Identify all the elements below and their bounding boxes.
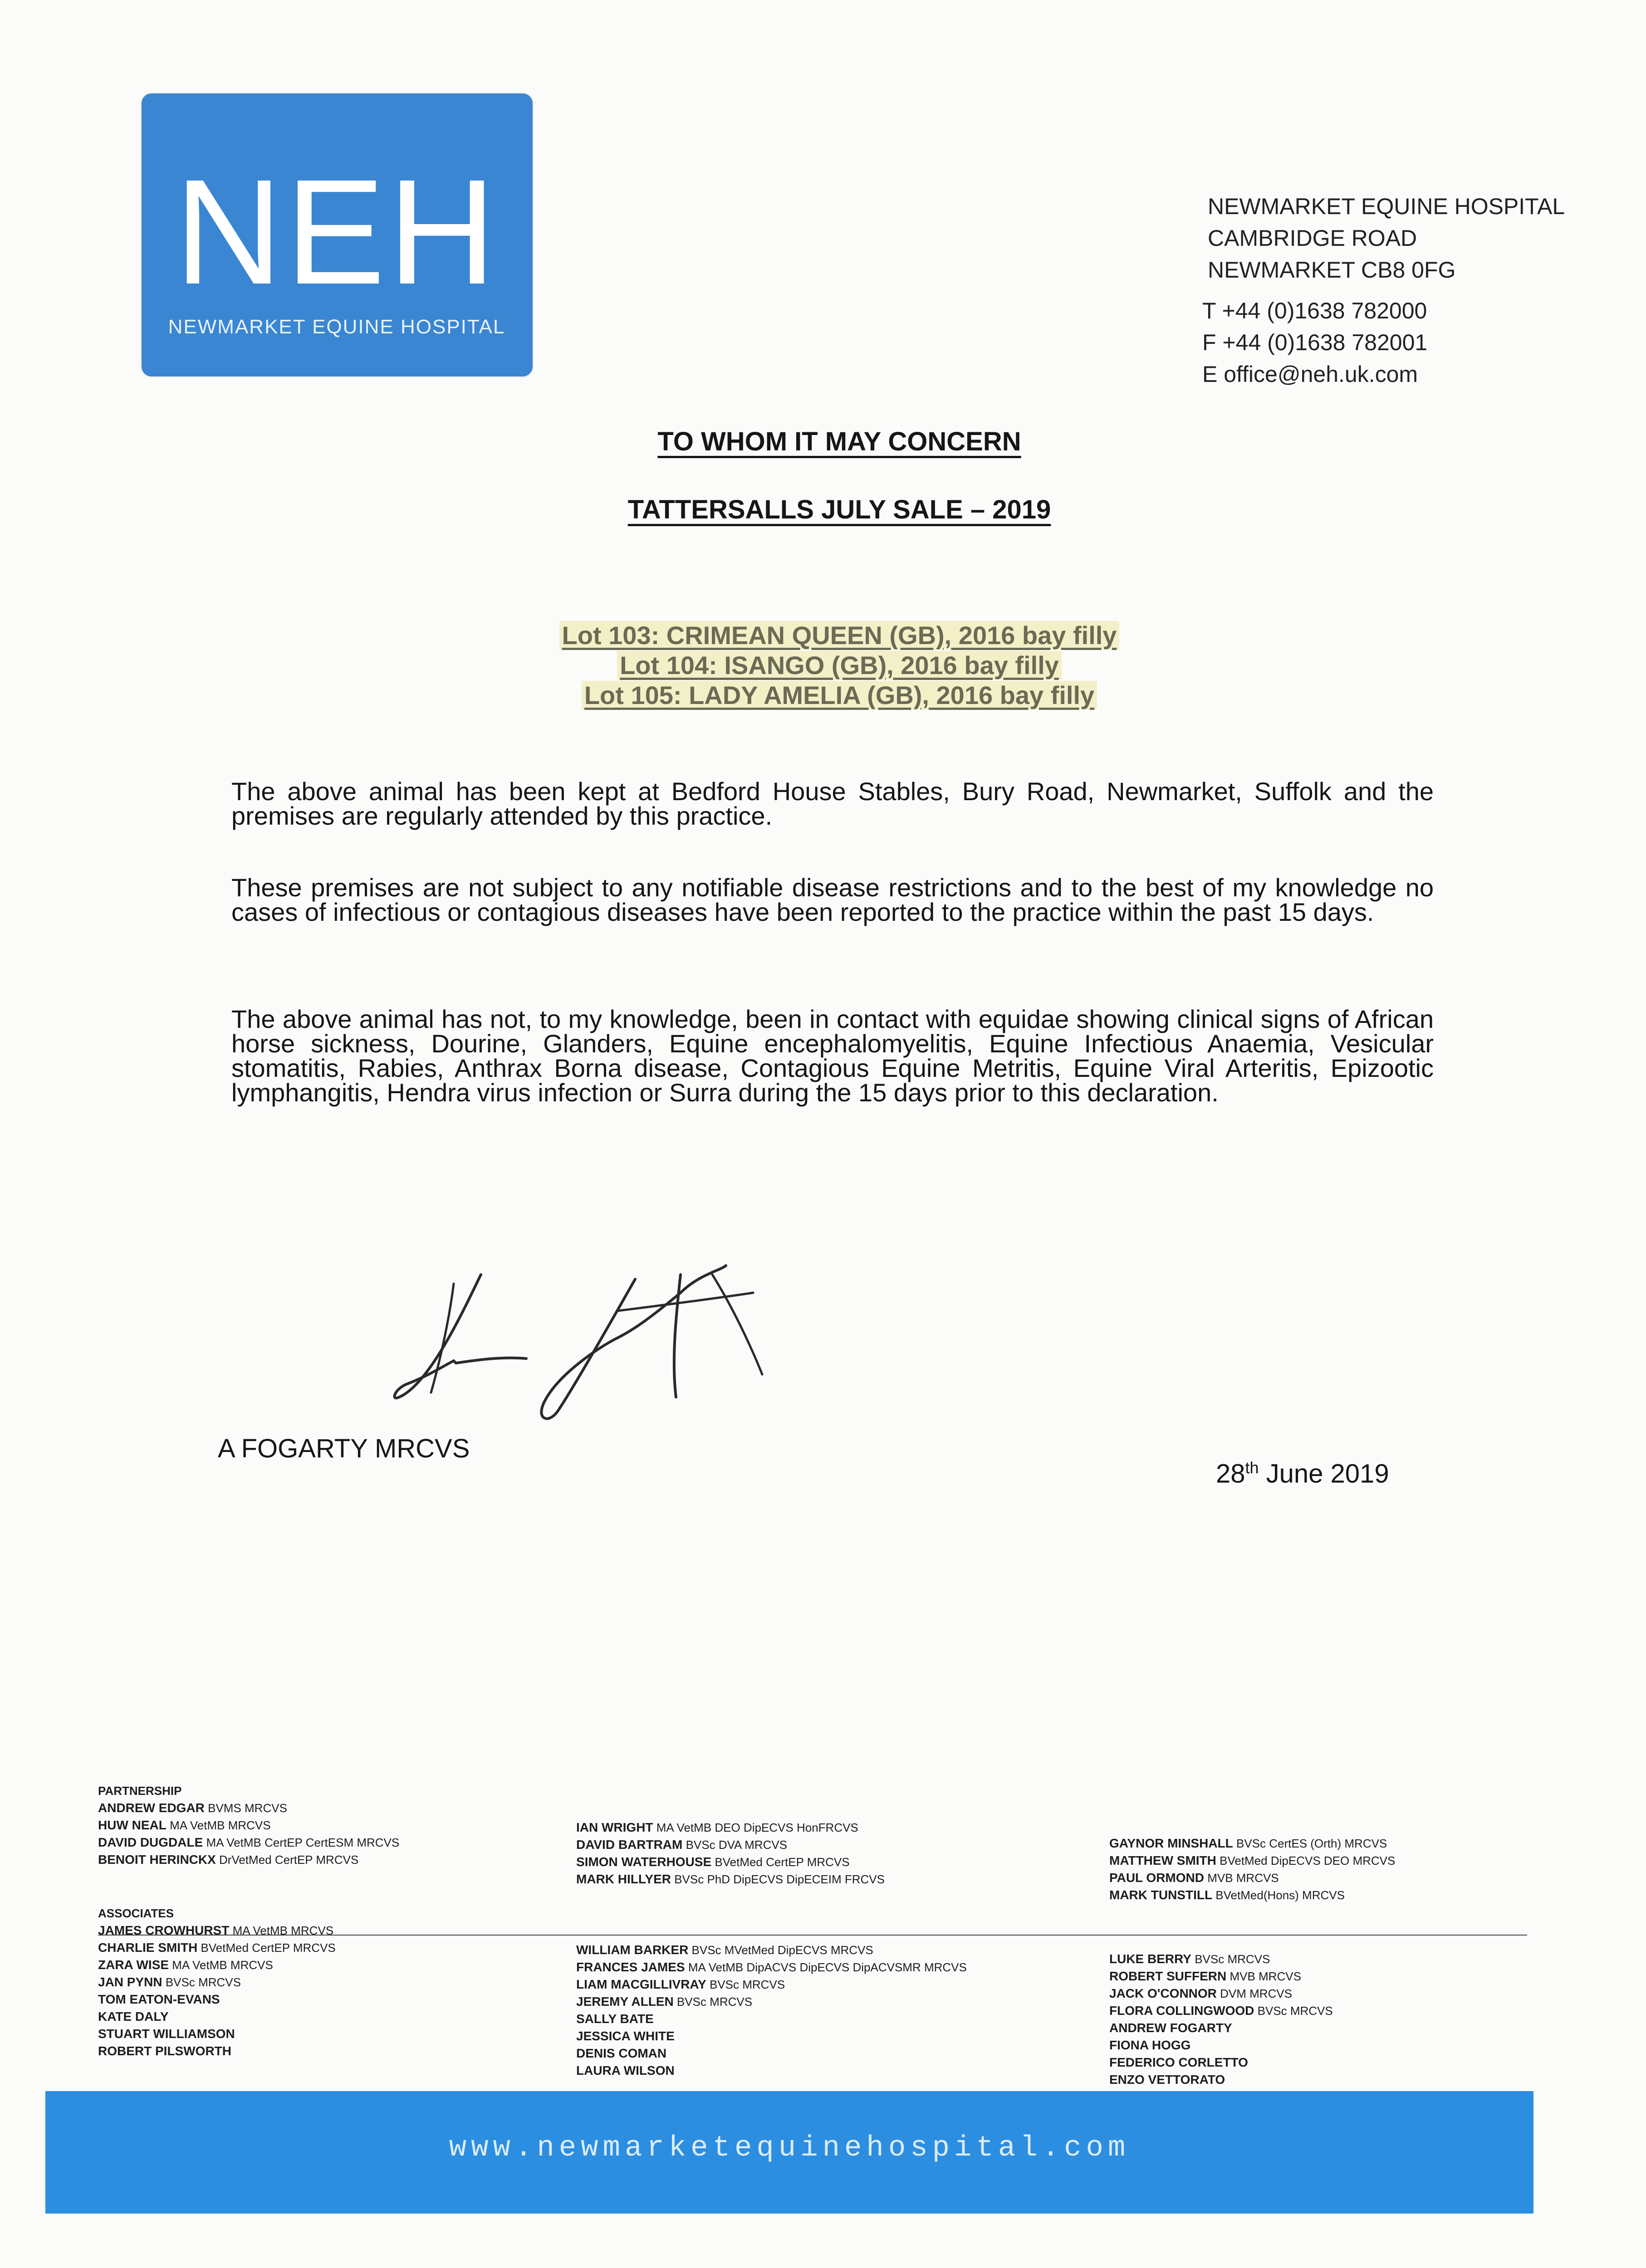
handwritten-signature (363, 1247, 862, 1438)
staff-member: GAYNOR MINSHALL BVSc CertES (Orth) MRCVS (1109, 1836, 1387, 1850)
date-day: 28 (1216, 1459, 1245, 1489)
lot-text: Lot 104: ISANGO (GB), 2016 bay filly (617, 651, 1062, 679)
lot-text: Lot 105: LADY AMELIA (GB), 2016 bay filly (582, 681, 1097, 709)
lots-list (476, 621, 1202, 710)
associates-label: ASSOCIATES (98, 1906, 174, 1920)
staff-member: ZARA WISE MA VetMB MRCVS (98, 1958, 273, 1972)
letter-subtitle: TATTERSALLS JULY SALE – 2019 (627, 495, 1051, 524)
lot-item (476, 621, 1202, 650)
staff-member: STUART WILLIAMSON (98, 2027, 235, 2041)
partnership-label: PARTNERSHIP (98, 1784, 182, 1798)
staff-member: MARK HILLYER BVSc PhD DipECVS DipECEIM FRCVS (576, 1872, 885, 1886)
lot-text: Lot 103: CRIMEAN QUEEN (GB), 2016 bay filly (559, 621, 1120, 650)
address-line-2: CAMBRIDGE ROAD (1208, 225, 1417, 251)
body-paragraph-3: The above animal has not, to my knowledge, been in contact with equidae showing clinical signs of African horse sickness, Dourine, Glanders, Equine encephalomyelitis, Equine Infectious Anaemia, Vesicular stomatitis, Rabies, Anthrax Borna disease, Contagious Equine Metritis, Equine Viral Arteritis, Epizootic lymphangitis, Hendra virus infection or Surra during the 15 days prior to this declaration. (231, 1005, 1434, 1107)
letter-title: TO WHOM IT MAY CONCERN (657, 427, 1021, 456)
partnership-col-2 (576, 1819, 885, 1888)
staff-member: IAN WRIGHT MA VetMB DEO DipECVS HonFRCVS (576, 1820, 858, 1834)
staff-member: LIAM MACGILLIVRAY BVSc MRCVS (576, 1977, 785, 1991)
lot-item (476, 680, 1202, 710)
address-line-3: NEWMARKET CB8 0FG (1208, 257, 1456, 283)
staff-member: DAVID BARTRAM BVSc DVA MRCVS (576, 1838, 788, 1852)
staff-member: JEREMY ALLEN BVSc MRCVS (576, 1994, 753, 2009)
staff-member: FEDERICO CORLETTO (1109, 2055, 1248, 2069)
staff-member: CHARLIE SMITH BVetMed CertEP MRCVS (98, 1941, 336, 1955)
staff-member: ANDREW EDGAR BVMS MRCVS (98, 1801, 287, 1815)
staff-member: JESSICA WHITE (576, 2029, 675, 2043)
staff-member: WILLIAM BARKER BVSc MVetMed DipECVS MRCVS (576, 1943, 873, 1957)
staff-member: DAVID DUGDALE MA VetMB CertEP CertESM MRCVS (98, 1835, 400, 1849)
partnership-col-1 (98, 1783, 399, 1868)
body-paragraph-2: These premises are not subject to any notifiable disease restrictions and to the best of my knowledge no cases of infectious or contagious diseases have been reported to the practice within the past 15 days. (231, 873, 1434, 926)
staff-member: MARK TUNSTILL BVetMed(Hons) MRCVS (1109, 1888, 1345, 1902)
lot-item (476, 650, 1202, 680)
associates-col-1 (98, 1905, 336, 2060)
staff-member: ANDREW FOGARTY (1109, 2021, 1232, 2035)
logo-wordmark: NEH (174, 148, 499, 315)
staff-member: LAURA WILSON (576, 2063, 675, 2077)
website-url: www.newmarketequinehospital.com (449, 2132, 1130, 2165)
address-block (1208, 191, 1565, 286)
email: E office@neh.uk.com (1202, 362, 1418, 387)
staff-member: PAUL ORMOND MVB MRCVS (1109, 1871, 1279, 1885)
letter-date (1216, 1458, 1389, 1489)
staff-member: JAMES CROWHURST MA VetMB MRCVS (98, 1923, 334, 1937)
staff-member: TOM EATON-EVANS (98, 1992, 220, 2006)
footer-bar (45, 2091, 1533, 2214)
staff-member: ROBERT PILSWORTH (98, 2044, 231, 2058)
partnership-col-3 (1109, 1835, 1395, 1904)
staff-member: FRANCES JAMES MA VetMB DipACVS DipECVS DipACVSMR MRCVS (576, 1960, 967, 1974)
staff-member: BENOIT HERINCKX DrVetMed CertEP MRCVS (98, 1853, 359, 1867)
staff-member: FLORA COLLINGWOOD BVSc MRCVS (1109, 2004, 1333, 2018)
logo-subtitle: NEWMARKET EQUINE HOSPITAL (168, 316, 505, 338)
signatory-name: A FOGARTY MRCVS (218, 1434, 470, 1463)
staff-member: JAN PYNN BVSc MRCVS (98, 1975, 241, 1989)
associates-col-3 (1109, 1950, 1333, 2088)
staff-member: MATTHEW SMITH BVetMed DipECVS DEO MRCVS (1109, 1853, 1396, 1867)
staff-member: HUW NEAL MA VetMB MRCVS (98, 1818, 271, 1832)
contact-block (1202, 295, 1427, 390)
staff-member: ENZO VETTORATO (1109, 2072, 1225, 2087)
neh-logo (142, 93, 533, 376)
staff-member: ROBERT SUFFERN MVB MRCVS (1109, 1969, 1301, 1983)
staff-member: FIONA HOGG (1109, 2038, 1191, 2052)
staff-member: SIMON WATERHOUSE BVetMed CertEP MRCVS (576, 1855, 850, 1869)
staff-member: SALLY BATE (576, 2012, 654, 2026)
staff-member: LUKE BERRY BVSc MRCVS (1109, 1952, 1270, 1966)
date-suffix: th (1245, 1458, 1259, 1477)
telephone: T +44 (0)1638 782000 (1202, 298, 1427, 323)
staff-member: JACK O'CONNOR DVM MRCVS (1109, 1986, 1293, 2000)
address-line-1: NEWMARKET EQUINE HOSPITAL (1208, 194, 1565, 219)
fax: F +44 (0)1638 782001 (1202, 330, 1428, 355)
body-paragraph-1: The above animal has been kept at Bedford House Stables, Bury Road, Newmarket, Suffolk and the premises are regularly attended by this practice. (231, 777, 1434, 830)
staff-member: DENIS COMAN (576, 2046, 667, 2060)
associates-col-2 (576, 1941, 967, 2079)
date-rest: June 2019 (1259, 1459, 1389, 1489)
staff-member: KATE DALY (98, 2009, 169, 2024)
